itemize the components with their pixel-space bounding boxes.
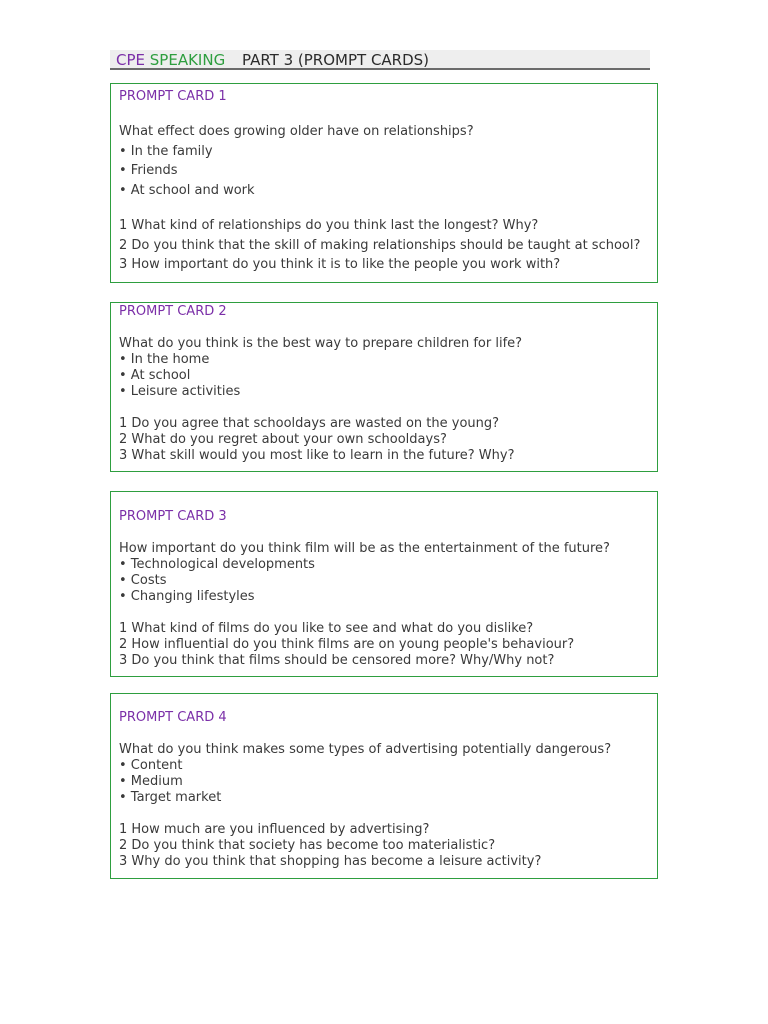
followup-question: 3 What skill would you most like to learn in the future? Why? (119, 448, 515, 463)
card-question: What effect does growing older have on relationships? (119, 124, 474, 139)
card-question: How important do you think film will be as the entertainment of the future? (119, 541, 610, 556)
followup-question: 1 What kind of films do you like to see and what do you dislike? (119, 621, 534, 636)
bullet-item: • Costs (119, 573, 167, 588)
followup-question: 2 Do you think that the skill of making relationships should be taught at school? (119, 237, 641, 253)
followup-question: 2 How influential do you think films are on young people's behaviour? (119, 637, 575, 652)
bullet-item: • Target market (119, 790, 222, 805)
followup-question: 3 How important do you think it is to like the people you work with? (119, 257, 561, 272)
followup-question: 2 What do you regret about your own schooldays? (119, 432, 447, 447)
followup-question: 1 What kind of relationships do you think last the longest? Why? (119, 218, 539, 233)
followup-question: 2 Do you think that society has become too materialistic? (119, 838, 496, 853)
card-title: PROMPT CARD 1 (119, 89, 227, 104)
bullet-item: • At school (119, 368, 191, 383)
bullet-item: • In the home (119, 352, 210, 367)
followup-question: 1 Do you agree that schooldays are wasted on the young? (119, 416, 500, 431)
bullet-item: • At school and work (119, 182, 255, 198)
bullet-item: • In the family (119, 143, 213, 159)
bullet-item: • Medium (119, 774, 183, 789)
card-title: PROMPT CARD 2 (119, 304, 227, 319)
prompt-card-2 (110, 302, 658, 472)
prompt-card-3 (110, 491, 658, 677)
header-cpe: CPE (116, 51, 145, 69)
prompt-card-1 (110, 83, 658, 283)
bullet-item: • Changing lifestyles (119, 589, 255, 604)
bullet-item: • Friends (119, 163, 178, 178)
page-header (110, 50, 650, 70)
card-question: What do you think makes some types of advertising potentially dangerous? (119, 742, 612, 757)
card-title: PROMPT CARD 3 (119, 509, 227, 524)
followup-question: 3 Do you think that films should be censored more? Why/Why not? (119, 653, 555, 668)
header-part: PART 3 (PROMPT CARDS) (241, 51, 430, 69)
header-speaking: SPEAKING (149, 51, 226, 69)
followup-question: 3 Why do you think that shopping has become a leisure activity? (119, 854, 542, 869)
bullet-item: • Content (119, 758, 183, 773)
bullet-item: • Leisure activities (119, 384, 241, 399)
card-question: What do you think is the best way to prepare children for life? (119, 336, 523, 351)
bullet-item: • Technological developments (119, 557, 315, 572)
card-title: PROMPT CARD 4 (119, 710, 227, 725)
followup-question: 1 How much are you influenced by advertising? (119, 822, 430, 837)
prompt-card-4 (110, 693, 658, 879)
